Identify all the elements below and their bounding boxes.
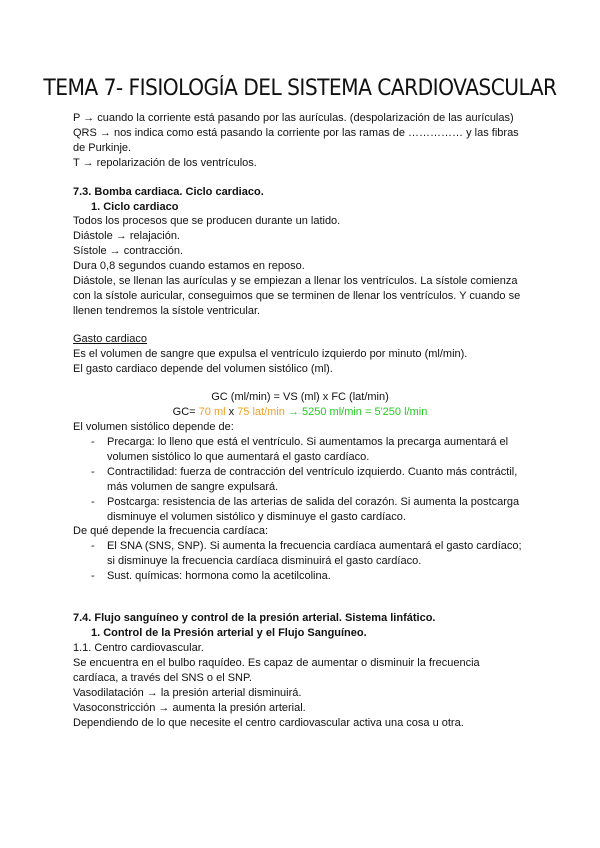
formula-vs-value: 70 ml xyxy=(198,406,226,418)
list-item-line: Contractilidad: fuerza de contracción del ventrículo izquierdo. Cuanto más contráctil, xyxy=(107,466,518,478)
paragraph-line: Diástole, se llenan las aurículas y se empiezan a llenar los ventrículos. La sístole comienza xyxy=(73,275,518,287)
t-wave-line: T → repolarización de los ventrículos. xyxy=(73,157,257,169)
list-item-line: Postcarga: resistencia de las arterias de salida del corazón. Si aumenta la postcarga xyxy=(107,496,520,508)
paragraph-line: Dura 0,8 segundos cuando estamos en reposo. xyxy=(73,260,305,272)
list-bullet: - xyxy=(91,570,95,582)
paragraph-line: 1.1. Centro cardiovascular. xyxy=(73,642,204,654)
paragraph-line: Es el volumen de sangre que expulsa el ventrículo izquierdo por minuto (ml/min). xyxy=(73,348,468,360)
list-item-line: volumen sistólico lo que aumentará el gasto cardíaco. xyxy=(107,451,370,463)
list-item-line: Precarga: lo lleno que está el ventrículo. Si aumentamos la precarga aumentará el xyxy=(107,436,509,448)
list-item-line: Sust. químicas: hormona como la acetilcolina. xyxy=(107,570,331,582)
formula-prefix: GC= xyxy=(172,406,199,418)
list-bullet: - xyxy=(91,496,95,508)
list-item-line: si disminuye la frecuencia cardíaca disminuirá el gasto cardíaco. xyxy=(107,555,422,567)
list-item-line: disminuye el volumen sistólico y disminuye el gasto cardíaco. xyxy=(107,511,406,523)
list-bullet: - xyxy=(91,436,95,448)
paragraph-line: llenen tendremos la sístole ventricular. xyxy=(73,305,261,317)
list-bullet: - xyxy=(91,540,95,552)
gasto-cardiaco-heading: Gasto cardiaco xyxy=(73,333,147,345)
section-74-heading: 7.4. Flujo sanguíneo y control de la presión arterial. Sistema linfático. xyxy=(73,612,436,624)
paragraph-line: Vasoconstricción → aumenta la presión arterial. xyxy=(73,702,306,714)
qrs-line-2: de Purkinje. xyxy=(73,142,132,154)
list-item-line: El SNA (SNS, SNP). Si aumenta la frecuencia cardíaca aumentará el gasto cardíaco; xyxy=(107,540,522,552)
formula-result: → 5250 ml/min = 5'250 l/min xyxy=(284,406,428,418)
paragraph-line: Dependiendo de lo que necesite el centro cardiovascular activa una cosa u otra. xyxy=(73,717,464,729)
paragraph-line: Vasodilatación → la presión arterial disminuirá. xyxy=(73,687,302,699)
paragraph-line: Se encuentra en el bulbo raquídeo. Es capaz de aumentar o disminuir la frecuencia xyxy=(73,657,480,669)
fc-intro: De qué depende la frecuencia cardíaca: xyxy=(73,525,269,537)
section-73-subheading: 1. Ciclo cardiaco xyxy=(91,201,179,213)
paragraph-line: Sístole → contracción. xyxy=(73,245,184,257)
paragraph-line: con la sístole auricular, conseguimos que se terminen de llenar los ventrículos. Y cuando se xyxy=(73,290,521,302)
paragraph-line: cardíaca, a través del SNS o el SNP. xyxy=(73,672,252,684)
formula-definition: GC (ml/min) = VS (ml) x FC (lat/min) xyxy=(211,391,389,403)
list-item-line: más volumen de sangre expulsará. xyxy=(107,481,279,493)
list-bullet: - xyxy=(91,466,95,478)
section-73-heading: 7.3. Bomba cardiaca. Ciclo cardiaco. xyxy=(73,186,264,198)
paragraph-line: Todos los procesos que se producen durante un latido. xyxy=(73,215,341,227)
section-74-subheading: 1. Control de la Presión arterial y el Flujo Sanguíneo. xyxy=(91,627,367,639)
formula-example xyxy=(0,406,600,419)
p-wave-line: P → cuando la corriente está pasando por las aurículas. (despolarización de las aurículas) xyxy=(73,112,514,124)
paragraph-line: Diástole → relajación. xyxy=(73,230,180,242)
paragraph-line: El gasto cardiaco depende del volumen sistólico (ml). xyxy=(73,363,333,375)
vs-intro: El volumen sistólico depende de: xyxy=(73,421,234,433)
formula-times: x xyxy=(225,406,238,418)
page-title: TEMA 7- FISIOLOGÍA DEL SISTEMA CARDIOVASCULAR xyxy=(43,76,557,101)
formula-fc-value: 75 lat/min xyxy=(237,406,285,418)
qrs-line-1: QRS → nos indica como está pasando la corriente por las ramas de …………… y las fibras xyxy=(73,127,519,139)
